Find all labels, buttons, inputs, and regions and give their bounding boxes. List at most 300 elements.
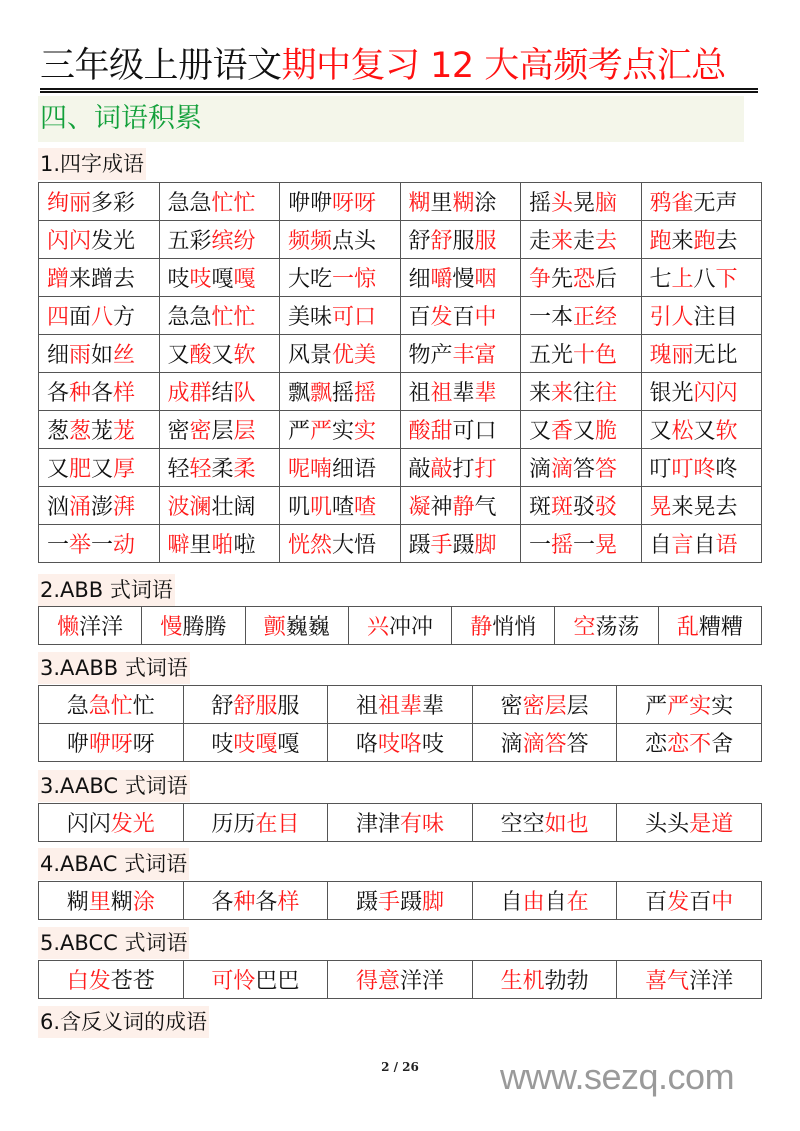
plain-text: 实 — [332, 419, 355, 444]
highlighted-text: 喜气 — [645, 969, 690, 994]
plain-text: 一 — [573, 533, 596, 558]
word-cell — [400, 487, 521, 525]
highlighted-text: 可口 — [332, 305, 377, 330]
word-cell — [245, 607, 348, 645]
highlighted-text: 辈 — [474, 381, 497, 406]
aabb-table — [38, 685, 762, 762]
highlighted-text: 兴 — [366, 615, 389, 640]
highlighted-text: 动 — [113, 533, 136, 558]
highlighted-text: 十色 — [573, 343, 618, 368]
highlighted-text: 频频 — [288, 229, 333, 254]
word-cell — [348, 607, 451, 645]
word-cell — [472, 724, 617, 762]
highlighted-text: 嚼 — [430, 267, 453, 292]
word-cell — [159, 525, 280, 563]
highlighted-text: 厚 — [113, 457, 136, 482]
plain-text: 柔 — [211, 457, 234, 482]
plain-text: 急急 — [167, 191, 212, 216]
plain-text: 一 — [47, 533, 70, 558]
highlighted-text: 呀呀 — [332, 191, 377, 216]
highlighted-text: 舒 — [430, 229, 453, 254]
word-cell — [159, 183, 280, 221]
word-cell — [280, 487, 401, 525]
highlighted-text: 驳 — [595, 495, 618, 520]
plain-text: 嘎 — [277, 732, 300, 757]
word-cell — [39, 335, 160, 373]
highlighted-text: 发 — [667, 890, 690, 915]
table-row — [39, 882, 762, 920]
highlighted-text: 可怜 — [211, 969, 256, 994]
word-cell — [521, 183, 642, 221]
plain-text: 一 — [91, 533, 114, 558]
plain-text: 多彩 — [91, 191, 136, 216]
highlighted-text: 涂 — [132, 890, 155, 915]
highlighted-text: 由 — [522, 890, 545, 915]
highlighted-text: 手 — [430, 533, 453, 558]
plain-text: 来 — [671, 229, 694, 254]
plain-text: 七 — [649, 267, 672, 292]
plain-text: 蹑 — [355, 890, 378, 915]
highlighted-text: 波澜 — [167, 495, 212, 520]
plain-text: 又 — [529, 419, 552, 444]
word-cell — [280, 221, 401, 259]
table-row — [39, 411, 762, 449]
plain-text: 各 — [211, 890, 234, 915]
word-cell — [641, 487, 762, 525]
highlighted-text: 往 — [595, 381, 618, 406]
highlighted-text: 咿呀 — [88, 732, 133, 757]
word-cell — [280, 373, 401, 411]
plain-text: 服 — [452, 229, 475, 254]
plain-text: 又 — [167, 343, 190, 368]
subsection-title-abb: 2.ABB 式词语 — [38, 574, 175, 606]
plain-text: 走 — [529, 229, 552, 254]
highlighted-text: 飘 — [310, 381, 333, 406]
highlighted-text: 来 — [551, 229, 574, 254]
word-cell — [183, 882, 328, 920]
highlighted-text: 是道 — [689, 812, 734, 837]
highlighted-text: 瑰丽 — [649, 343, 694, 368]
highlighted-text: 脚 — [422, 890, 445, 915]
word-cell — [39, 183, 160, 221]
highlighted-text: 糊 — [452, 191, 475, 216]
highlighted-text: 语 — [715, 533, 738, 558]
plain-text: 密 — [500, 694, 523, 719]
word-cell — [39, 686, 184, 724]
table-row — [39, 183, 762, 221]
highlighted-text: 喳 — [354, 495, 377, 520]
highlighted-text: 慢 — [160, 615, 183, 640]
highlighted-text: 酸 — [189, 343, 212, 368]
word-cell — [328, 804, 473, 842]
highlighted-text: 绚丽 — [47, 191, 92, 216]
highlighted-text: 丝 — [113, 343, 136, 368]
plain-text: 闪闪 — [66, 812, 111, 837]
highlighted-text: 缤纷 — [211, 229, 256, 254]
word-cell — [39, 882, 184, 920]
subsection-title-antonym-idioms: 6.含反义词的成语 — [38, 1006, 209, 1038]
word-cell — [521, 487, 642, 525]
plain-text: 百 — [408, 305, 431, 330]
subsection-title-idioms: 1.四字成语 — [38, 148, 146, 180]
word-cell — [280, 411, 401, 449]
word-cell — [641, 259, 762, 297]
word-cell — [641, 335, 762, 373]
plain-text: 气 — [474, 495, 497, 520]
subsection-title-abac: 4.ABAC 式词语 — [38, 848, 189, 880]
plain-text: 津津 — [355, 812, 400, 837]
plain-text: 汹 — [47, 495, 70, 520]
plain-text: 舍 — [711, 732, 734, 757]
plain-text: 辈 — [452, 381, 475, 406]
highlighted-text: 八 — [91, 305, 114, 330]
plain-text: 摇 — [529, 191, 552, 216]
plain-text: 大悟 — [332, 533, 377, 558]
highlighted-text: 在目 — [255, 812, 300, 837]
word-cell — [472, 686, 617, 724]
plain-text: 自 — [649, 533, 672, 558]
highlighted-text: 手 — [377, 890, 400, 915]
plain-text: 层 — [566, 694, 589, 719]
word-cell — [39, 525, 160, 563]
highlighted-text: 样 — [277, 890, 300, 915]
plain-text: 咯 — [355, 732, 378, 757]
plain-text: 八 — [693, 267, 716, 292]
plain-text: 叽 — [288, 495, 311, 520]
word-cell — [39, 297, 160, 335]
highlighted-text: 来 — [551, 381, 574, 406]
highlighted-text: 忙忙 — [211, 191, 256, 216]
word-cell — [183, 686, 328, 724]
plain-text: 蹑 — [408, 533, 431, 558]
word-cell — [400, 297, 521, 335]
highlighted-text: 发光 — [110, 812, 155, 837]
word-cell — [39, 724, 184, 762]
highlighted-text: 举 — [69, 533, 92, 558]
plain-text: 严 — [645, 694, 668, 719]
plain-text: 糊 — [66, 890, 89, 915]
highlighted-text: 颤 — [263, 615, 286, 640]
highlighted-text: 嘎 — [233, 267, 256, 292]
plain-text: 一 — [529, 533, 552, 558]
table-row — [39, 449, 762, 487]
highlighted-text: 乱 — [676, 615, 699, 640]
highlighted-text: 滴 — [551, 457, 574, 482]
word-cell — [39, 804, 184, 842]
highlighted-text: 柔 — [233, 457, 256, 482]
table-row — [39, 724, 762, 762]
word-cell — [400, 335, 521, 373]
highlighted-text: 言 — [671, 533, 694, 558]
highlighted-text: 鸦雀 — [649, 191, 694, 216]
plain-text: 层 — [211, 419, 234, 444]
highlighted-text: 脑 — [595, 191, 618, 216]
highlighted-text: 下 — [715, 267, 738, 292]
word-cell — [641, 183, 762, 221]
plain-text: 注目 — [693, 305, 738, 330]
highlighted-text: 叮咚 — [671, 457, 716, 482]
word-cell — [280, 259, 401, 297]
plain-text: 往 — [573, 381, 596, 406]
highlighted-text: 雨 — [69, 343, 92, 368]
highlighted-text: 密 — [189, 419, 212, 444]
word-cell — [142, 607, 245, 645]
plain-text: 点头 — [332, 229, 377, 254]
word-cell — [39, 221, 160, 259]
table-row — [39, 525, 762, 563]
plain-text: 各 — [255, 890, 278, 915]
plain-text: 发光 — [91, 229, 136, 254]
plain-text: 实 — [711, 694, 734, 719]
plain-text: 服 — [277, 694, 300, 719]
highlighted-text: 闪闪 — [693, 381, 738, 406]
plain-text: 细 — [408, 267, 431, 292]
word-cell — [641, 373, 762, 411]
plain-text: 无比 — [693, 343, 738, 368]
word-cell — [400, 525, 521, 563]
table-row — [39, 297, 762, 335]
word-cell — [159, 335, 280, 373]
highlighted-text: 一惊 — [332, 267, 377, 292]
title-black-part: 三年级上册语文 — [40, 46, 282, 86]
plain-text: 洋洋 — [399, 969, 444, 994]
highlighted-text: 如也 — [544, 812, 589, 837]
plain-text: 驳 — [573, 495, 596, 520]
word-cell — [521, 221, 642, 259]
plain-text: 滴 — [500, 732, 523, 757]
highlighted-text: 糊 — [408, 191, 431, 216]
plain-text: 后 — [595, 267, 618, 292]
word-cell — [472, 804, 617, 842]
plain-text: 咚 — [715, 457, 738, 482]
plain-text: 涂 — [474, 191, 497, 216]
word-cell — [328, 961, 473, 999]
plain-text: 方 — [113, 305, 136, 330]
plain-text: 洋洋 — [689, 969, 734, 994]
highlighted-text: 茏 — [113, 419, 136, 444]
word-cell — [400, 183, 521, 221]
plain-text: 里 — [430, 191, 453, 216]
abb-table — [38, 606, 762, 645]
page-number: 2 / 26 — [381, 1060, 419, 1074]
plain-text: 细 — [47, 343, 70, 368]
highlighted-text: 凝 — [408, 495, 431, 520]
plain-text: 走 — [573, 229, 596, 254]
plain-text: 糊 — [110, 890, 133, 915]
plain-text: 勃勃 — [544, 969, 589, 994]
highlighted-text: 发 — [430, 305, 453, 330]
plain-text: 呀 — [132, 732, 155, 757]
plain-text: 先 — [551, 267, 574, 292]
plain-text: 苍苍 — [110, 969, 155, 994]
word-cell — [159, 411, 280, 449]
highlighted-text: 呢喃 — [288, 457, 333, 482]
plain-text: 慢 — [452, 267, 475, 292]
document-title — [40, 44, 760, 88]
plain-text: 咿咿 — [288, 191, 333, 216]
plain-text: 自 — [500, 890, 523, 915]
highlighted-text: 急忙 — [88, 694, 133, 719]
plain-text: 摇 — [332, 381, 355, 406]
plain-text: 如 — [91, 343, 114, 368]
highlighted-text: 吱嘎 — [233, 732, 278, 757]
highlighted-text: 队 — [233, 381, 256, 406]
highlighted-text: 祖辈 — [377, 694, 422, 719]
highlighted-text: 懒 — [57, 615, 80, 640]
highlighted-text: 酸甜 — [408, 419, 453, 444]
highlighted-text: 去 — [595, 229, 618, 254]
plain-text: 各 — [91, 381, 114, 406]
section-heading: 四、词语积累 — [40, 103, 202, 134]
plain-text: 蹑 — [399, 890, 422, 915]
plain-text: 去 — [715, 229, 738, 254]
word-cell — [400, 449, 521, 487]
word-cell — [280, 297, 401, 335]
plain-text: 历历 — [211, 812, 256, 837]
table-row — [39, 259, 762, 297]
word-cell — [39, 449, 160, 487]
word-cell — [641, 221, 762, 259]
word-cell — [39, 487, 160, 525]
highlighted-text: 层 — [233, 419, 256, 444]
highlighted-text: 脚 — [474, 533, 497, 558]
plain-text: 糟糟 — [698, 615, 743, 640]
subsection-title-aabb: 3.AABB 式词语 — [38, 652, 190, 684]
highlighted-text: 噼 — [167, 533, 190, 558]
highlighted-text: 中 — [474, 305, 497, 330]
highlighted-text: 软 — [233, 343, 256, 368]
plain-text: 叮 — [649, 457, 672, 482]
highlighted-text: 吱咯 — [377, 732, 422, 757]
plain-text: 飘 — [288, 381, 311, 406]
highlighted-text: 争 — [529, 267, 552, 292]
highlighted-text: 叽 — [310, 495, 333, 520]
plain-text: 来蹭去 — [69, 267, 136, 292]
plain-text: 严 — [288, 419, 311, 444]
plain-text: 舒 — [211, 694, 234, 719]
plain-text: 打 — [452, 457, 475, 482]
highlighted-text: 有味 — [399, 812, 444, 837]
plain-text: 神 — [430, 495, 453, 520]
highlighted-text: 上 — [671, 267, 694, 292]
word-cell — [521, 259, 642, 297]
plain-text: 五光 — [529, 343, 574, 368]
word-cell — [521, 449, 642, 487]
highlighted-text: 跑 — [649, 229, 672, 254]
table-row — [39, 487, 762, 525]
plain-text: 自 — [693, 533, 716, 558]
highlighted-text: 静 — [470, 615, 493, 640]
plain-text: 又 — [649, 419, 672, 444]
word-cell — [183, 724, 328, 762]
table-row — [39, 961, 762, 999]
plain-text: 风景 — [288, 343, 333, 368]
word-cell — [641, 525, 762, 563]
highlighted-text: 咽 — [474, 267, 497, 292]
plain-text: 茏 — [91, 419, 114, 444]
highlighted-text: 成群 — [167, 381, 212, 406]
highlighted-text: 摇 — [551, 533, 574, 558]
highlighted-text: 四 — [47, 305, 70, 330]
highlighted-text: 种 — [233, 890, 256, 915]
highlighted-text: 湃 — [113, 495, 136, 520]
highlighted-text: 密层 — [522, 694, 567, 719]
abcc-table — [38, 960, 762, 999]
plain-text: 各 — [47, 381, 70, 406]
highlighted-text: 松 — [671, 419, 694, 444]
plain-text: 百 — [689, 890, 712, 915]
word-cell — [521, 297, 642, 335]
word-cell — [280, 449, 401, 487]
highlighted-text: 滴答 — [522, 732, 567, 757]
plain-text: 里 — [189, 533, 212, 558]
word-cell — [521, 373, 642, 411]
word-cell — [39, 259, 160, 297]
word-cell — [159, 259, 280, 297]
word-cell — [617, 804, 762, 842]
plain-text: 忙 — [132, 694, 155, 719]
highlighted-text: 空 — [573, 615, 596, 640]
highlighted-text: 打 — [474, 457, 497, 482]
plain-text: 细语 — [332, 457, 377, 482]
highlighted-text: 生机 — [500, 969, 545, 994]
word-cell — [400, 411, 521, 449]
word-cell — [452, 607, 555, 645]
word-cell — [183, 804, 328, 842]
word-cell — [658, 607, 761, 645]
highlighted-text: 静 — [452, 495, 475, 520]
highlighted-text: 肥 — [69, 457, 92, 482]
plain-text: 空空 — [500, 812, 545, 837]
highlighted-text: 严实 — [667, 694, 712, 719]
plain-text: 恋 — [645, 732, 668, 757]
word-cell — [183, 961, 328, 999]
word-cell — [617, 686, 762, 724]
word-cell — [280, 335, 401, 373]
plain-text: 自 — [544, 890, 567, 915]
plain-text: 吱 — [421, 732, 444, 757]
highlighted-text: 吱 — [189, 267, 212, 292]
plain-text: 斑 — [529, 495, 552, 520]
highlighted-text: 白发 — [66, 969, 111, 994]
highlighted-text: 蹭 — [47, 267, 70, 292]
word-cell — [400, 373, 521, 411]
plain-text: 又 — [693, 419, 716, 444]
highlighted-text: 摇 — [354, 381, 377, 406]
plain-text: 冲冲 — [388, 615, 433, 640]
highlighted-text: 恋不 — [667, 732, 712, 757]
plain-text: 银光 — [649, 381, 694, 406]
plain-text: 祖 — [408, 381, 431, 406]
plain-text: 急 — [66, 694, 89, 719]
plain-text: 一本 — [529, 305, 574, 330]
plain-text: 急急 — [167, 305, 212, 330]
plain-text: 葱 — [47, 419, 70, 444]
plain-text: 轻 — [167, 457, 190, 482]
plain-text: 吱 — [167, 267, 190, 292]
highlighted-text: 引人 — [649, 305, 694, 330]
plain-text: 结 — [211, 381, 234, 406]
plain-text: 悄悄 — [492, 615, 537, 640]
word-cell — [328, 724, 473, 762]
watermark: www.sezq.com — [500, 1056, 735, 1097]
word-cell — [617, 961, 762, 999]
word-cell — [159, 221, 280, 259]
highlighted-text: 实 — [354, 419, 377, 444]
highlighted-text: 舒服 — [233, 694, 278, 719]
highlighted-text: 晃 — [595, 533, 618, 558]
plain-text: 巴巴 — [255, 969, 300, 994]
